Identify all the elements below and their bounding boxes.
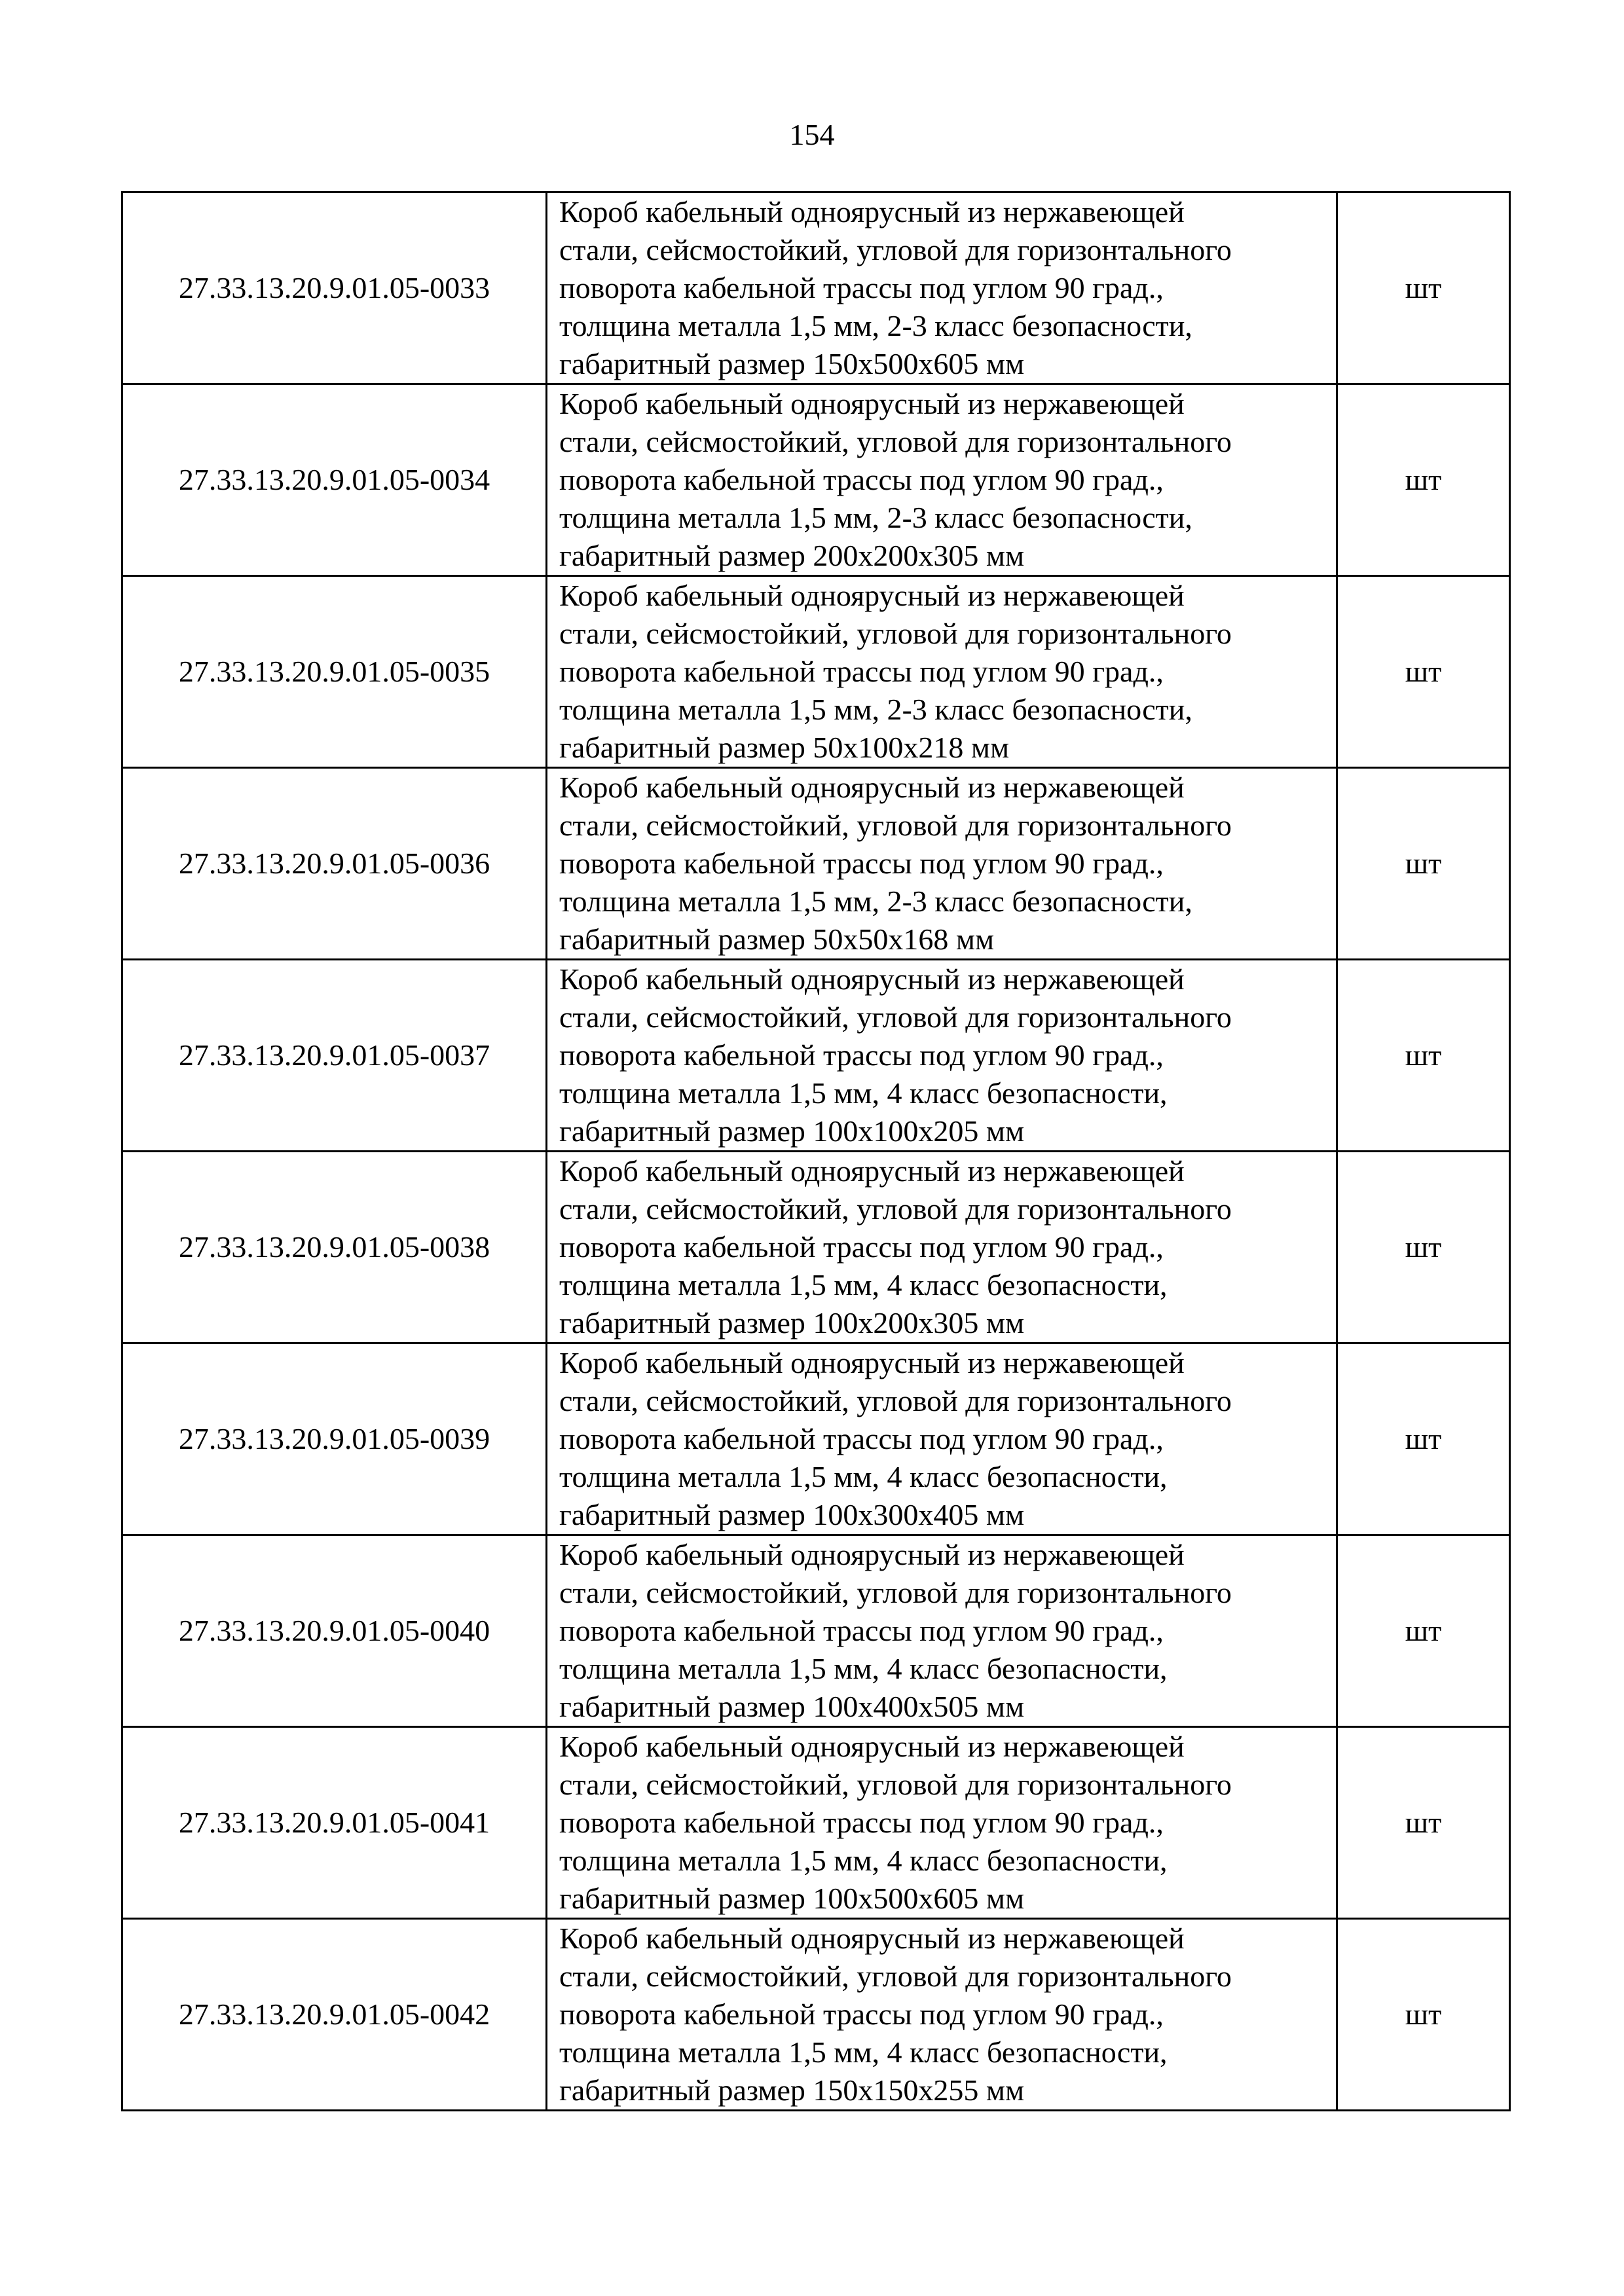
description-line: поворота кабельной трассы под углом 90 град., bbox=[559, 463, 1164, 496]
description-line: Короб кабельный одноярусный из нержавеющей bbox=[559, 579, 1185, 612]
resource-description-cell bbox=[547, 960, 1337, 1152]
unit-cell: шт bbox=[1337, 960, 1510, 1152]
resource-description-cell bbox=[547, 1535, 1337, 1727]
resource-code-cell: 27.33.13.20.9.01.05-0039 bbox=[122, 1343, 547, 1535]
description-line: габаритный размер 50x100x218 мм bbox=[559, 731, 1010, 764]
description-line: толщина металла 1,5 мм, 2-3 класс безопасности, bbox=[559, 309, 1192, 342]
resource-description-cell bbox=[547, 192, 1337, 384]
description-line: габаритный размер 100x500x605 мм bbox=[559, 1882, 1025, 1915]
description-line: поворота кабельной трассы под углом 90 град., bbox=[559, 1614, 1164, 1647]
description-line: толщина металла 1,5 мм, 4 класс безопасности, bbox=[559, 1652, 1168, 1685]
resource-description-cell bbox=[547, 1919, 1337, 2111]
description-line: габаритный размер 150x500x605 мм bbox=[559, 347, 1025, 380]
resource-description-cell bbox=[547, 384, 1337, 576]
unit-cell: шт bbox=[1337, 1343, 1510, 1535]
table-row bbox=[122, 1152, 1510, 1343]
resource-code-cell: 27.33.13.20.9.01.05-0037 bbox=[122, 960, 547, 1152]
resource-table bbox=[121, 191, 1511, 2111]
table-row bbox=[122, 1727, 1510, 1919]
description-line: поворота кабельной трассы под углом 90 град., bbox=[559, 1230, 1164, 1264]
unit-cell: шт bbox=[1337, 576, 1510, 768]
resource-code-cell: 27.33.13.20.9.01.05-0036 bbox=[122, 768, 547, 960]
description-line: габаритный размер 50x50x168 мм bbox=[559, 922, 995, 956]
table-row bbox=[122, 192, 1510, 384]
description-line: габаритный размер 150x150x255 мм bbox=[559, 2073, 1025, 2107]
table-row bbox=[122, 1919, 1510, 2111]
description-line: толщина металла 1,5 мм, 4 класс безопасности, bbox=[559, 1076, 1168, 1110]
description-line: толщина металла 1,5 мм, 2-3 класс безопасности, bbox=[559, 501, 1192, 534]
table-row bbox=[122, 384, 1510, 576]
description-line: стали, сейсмостойкий, угловой для горизонтального bbox=[559, 425, 1232, 458]
unit-cell: шт bbox=[1337, 1727, 1510, 1919]
description-line: толщина металла 1,5 мм, 4 класс безопасности, bbox=[559, 1460, 1168, 1493]
table-row bbox=[122, 576, 1510, 768]
description-line: толщина металла 1,5 мм, 2-3 класс безопасности, bbox=[559, 693, 1192, 726]
resource-code-cell: 27.33.13.20.9.01.05-0035 bbox=[122, 576, 547, 768]
resource-description-cell bbox=[547, 1152, 1337, 1343]
description-line: стали, сейсмостойкий, угловой для горизонтального bbox=[559, 1192, 1232, 1226]
unit-cell: шт bbox=[1337, 768, 1510, 960]
description-line: поворота кабельной трассы под углом 90 град., bbox=[559, 1806, 1164, 1839]
resource-description-cell bbox=[547, 1343, 1337, 1535]
table-row bbox=[122, 768, 1510, 960]
resource-code-cell: 27.33.13.20.9.01.05-0040 bbox=[122, 1535, 547, 1727]
description-line: габаритный размер 200x200x305 мм bbox=[559, 539, 1025, 572]
resource-code-cell: 27.33.13.20.9.01.05-0041 bbox=[122, 1727, 547, 1919]
description-line: стали, сейсмостойкий, угловой для горизонтального bbox=[559, 1576, 1232, 1609]
resource-description-cell bbox=[547, 768, 1337, 960]
description-line: толщина металла 1,5 мм, 4 класс безопасности, bbox=[559, 1268, 1168, 1302]
description-line: габаритный размер 100x300x405 мм bbox=[559, 1498, 1025, 1531]
table-body bbox=[122, 192, 1510, 2111]
description-line: поворота кабельной трассы под углом 90 град., bbox=[559, 847, 1164, 880]
resource-description-cell bbox=[547, 1727, 1337, 1919]
page-number: 154 bbox=[789, 118, 835, 151]
description-line: Короб кабельный одноярусный из нержавеющей bbox=[559, 962, 1185, 996]
description-line: поворота кабельной трассы под углом 90 град., bbox=[559, 1997, 1164, 2031]
description-line: поворота кабельной трассы под углом 90 град., bbox=[559, 655, 1164, 688]
description-line: стали, сейсмостойкий, угловой для горизонтального bbox=[559, 1384, 1232, 1417]
description-line: поворота кабельной трассы под углом 90 град., bbox=[559, 1038, 1164, 1072]
unit-cell: шт bbox=[1337, 1535, 1510, 1727]
description-line: стали, сейсмостойкий, угловой для горизонтального bbox=[559, 809, 1232, 842]
table-row bbox=[122, 960, 1510, 1152]
description-line: стали, сейсмостойкий, угловой для горизонтального bbox=[559, 1768, 1232, 1801]
description-line: стали, сейсмостойкий, угловой для горизонтального bbox=[559, 233, 1232, 266]
description-line: Короб кабельный одноярусный из нержавеющей bbox=[559, 771, 1185, 804]
description-line: Короб кабельный одноярусный из нержавеющей bbox=[559, 1346, 1185, 1379]
description-line: толщина металла 1,5 мм, 2-3 класс безопасности, bbox=[559, 884, 1192, 918]
description-line: толщина металла 1,5 мм, 4 класс безопасности, bbox=[559, 2035, 1168, 2069]
description-line: стали, сейсмостойкий, угловой для горизонтального bbox=[559, 1000, 1232, 1034]
unit-cell: шт bbox=[1337, 192, 1510, 384]
description-line: Короб кабельный одноярусный из нержавеющей bbox=[559, 1538, 1185, 1571]
description-line: габаритный размер 100x100x205 мм bbox=[559, 1114, 1025, 1148]
description-line: Короб кабельный одноярусный из нержавеющей bbox=[559, 1730, 1185, 1763]
description-line: габаритный размер 100x400x505 мм bbox=[559, 1690, 1025, 1723]
unit-cell: шт bbox=[1337, 1919, 1510, 2111]
table-row bbox=[122, 1535, 1510, 1727]
description-line: толщина металла 1,5 мм, 4 класс безопасности, bbox=[559, 1844, 1168, 1877]
resource-code-cell: 27.33.13.20.9.01.05-0034 bbox=[122, 384, 547, 576]
resource-code-cell: 27.33.13.20.9.01.05-0033 bbox=[122, 192, 547, 384]
description-line: поворота кабельной трассы под углом 90 град., bbox=[559, 271, 1164, 304]
description-line: габаритный размер 100x200x305 мм bbox=[559, 1306, 1025, 1339]
resource-code-cell: 27.33.13.20.9.01.05-0038 bbox=[122, 1152, 547, 1343]
resource-description-cell bbox=[547, 576, 1337, 768]
description-line: Короб кабельный одноярусный из нержавеющей bbox=[559, 1154, 1185, 1188]
table-row bbox=[122, 1343, 1510, 1535]
description-line: Короб кабельный одноярусный из нержавеющей bbox=[559, 1922, 1185, 1955]
description-line: Короб кабельный одноярусный из нержавеющей bbox=[559, 387, 1185, 420]
unit-cell: шт bbox=[1337, 384, 1510, 576]
description-line: стали, сейсмостойкий, угловой для горизонтального bbox=[559, 1959, 1232, 1993]
description-line: поворота кабельной трассы под углом 90 град., bbox=[559, 1422, 1164, 1455]
resource-code-cell: 27.33.13.20.9.01.05-0042 bbox=[122, 1919, 547, 2111]
description-line: стали, сейсмостойкий, угловой для горизонтального bbox=[559, 617, 1232, 650]
unit-cell: шт bbox=[1337, 1152, 1510, 1343]
description-line: Короб кабельный одноярусный из нержавеющей bbox=[559, 195, 1185, 228]
